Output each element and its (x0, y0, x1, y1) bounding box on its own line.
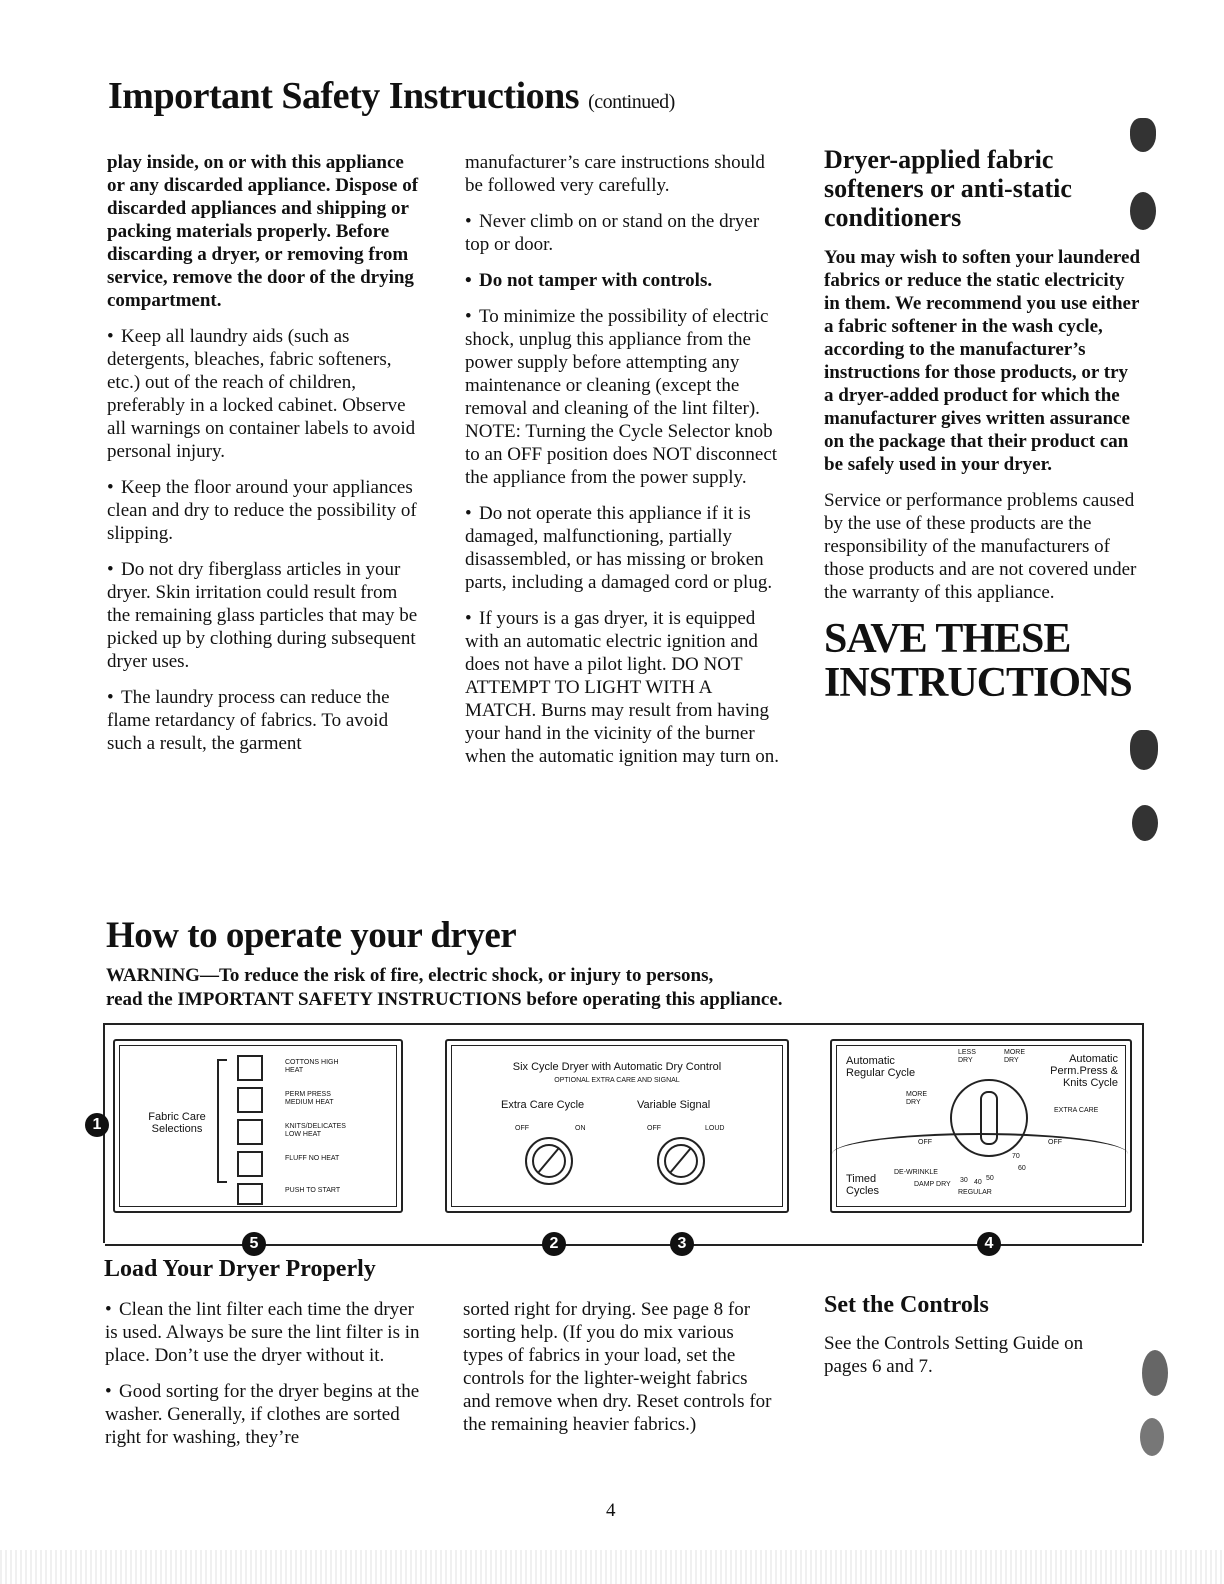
binder-hole-icon (1132, 805, 1158, 841)
cottons-button[interactable] (237, 1055, 263, 1081)
safety-bullet (465, 305, 785, 489)
responsibility-paragraph: Service or performance problems caused by the use of these products are the responsibility of the manufacturers of those products and are not covered under the warranty of this appliance. (824, 490, 1137, 603)
less-dry-label: LESS DRY (958, 1049, 976, 1064)
dry-control-panel (445, 1039, 789, 1213)
off-label: OFF (918, 1139, 932, 1146)
bullet-icon: • (107, 326, 114, 347)
safety-bullet-text: Do not dry fiberglass articles in your dryer. Skin irritation could result from the remaining glass particles that may be picked up by clothing during subsequent dryer uses. (107, 559, 418, 672)
load-bullet-text: Good sorting for the dryer begins at the washer. Generally, if clothes are sorted right for washing, they’re (105, 1381, 420, 1448)
softener-heading: Dryer-applied fabric softeners or anti-static conditioners (824, 145, 1072, 232)
bullet-icon: • (465, 306, 472, 327)
binder-hole-icon (1142, 1350, 1168, 1396)
safety-bullet (465, 607, 785, 768)
safety-bullet (107, 325, 425, 463)
controls-heading: Set the Controls (824, 1292, 989, 1318)
warning-line-1: WARNING—To reduce the risk of fire, electric shock, or injury to persons, (106, 965, 714, 986)
bullet-icon: • (107, 477, 114, 498)
control-panel-illustration (92, 1023, 1144, 1252)
safety-bullet-text: Keep all laundry aids (such as detergents, bleaches, fabric softeners, etc.) out of the reach of children, preferably in a locked cabinet. Observe all warnings on container labels to avoid personal injury. (107, 326, 416, 462)
cycle-selector-knob[interactable] (950, 1079, 1028, 1157)
time-60: 60 (1018, 1165, 1026, 1172)
page-number: 4 (606, 1500, 616, 1521)
page-title-text: Important Safety Instructions (108, 75, 580, 117)
regular-label: REGULAR (958, 1189, 992, 1196)
bullet-icon: • (465, 503, 472, 524)
knob-grip (980, 1091, 998, 1145)
binder-hole-icon (1140, 1418, 1164, 1456)
safety-paragraph: play inside, on or with this appliance or any discarded appliance. Dispose of discarded appliances and shipping or packing materials properly. Before discarding a dryer, or removing from service, remove the door of the drying compartment. (107, 152, 419, 311)
perm-press-label: PERM PRESS MEDIUM HEAT (285, 1091, 334, 1106)
safety-bullet-text: Do not tamper with controls. (479, 270, 713, 291)
safety-bullet-text: If yours is a gas dryer, it is equipped with an automatic electric ignition and does not have a pilot light. DO NOT ATTEMPT TO LIGHT WITH A MATCH. Burns may result from having your hand in the vicinity of the burner when the automatic ignition may turn on. (465, 608, 779, 767)
bullet-icon: • (465, 270, 472, 291)
callout-5: 5 (242, 1232, 266, 1256)
binder-hole-icon (1130, 730, 1158, 770)
knits-label: KNITS/DELICATES LOW HEAT (285, 1123, 346, 1138)
warning-line-2: read the IMPORTANT SAFETY INSTRUCTIONS before operating this appliance. (106, 989, 783, 1010)
callout-1: 1 (85, 1113, 109, 1137)
callout-4: 4 (977, 1232, 1001, 1256)
bracket (217, 1059, 227, 1183)
bullet-icon: • (465, 608, 472, 629)
timed-cycles-label: Timed Cycles (846, 1173, 880, 1197)
load-bullet (105, 1380, 425, 1449)
off-label: OFF (515, 1125, 529, 1132)
callout-3: 3 (670, 1232, 694, 1256)
warning-text (106, 964, 906, 1012)
safety-bullet-text: Never climb on or stand on the dryer top or door. (465, 211, 760, 255)
safety-bullet-text: Do not operate this appliance if it is damaged, malfunctioning, partially disassembled, or has missing or broken parts, including a damaged cord or plug. (465, 503, 773, 593)
safety-bullet (465, 502, 785, 594)
bullet-icon: • (105, 1381, 112, 1402)
dewrinkle-label: DE-WRINKLE (894, 1169, 938, 1176)
cottons-label: COTTONS HIGH HEAT (285, 1059, 339, 1074)
cycle-selector-panel (830, 1039, 1132, 1213)
binder-hole-icon (1130, 118, 1156, 152)
scan-artifact (0, 1550, 1224, 1584)
time-70: 70 (1012, 1153, 1020, 1160)
push-to-start-label: PUSH TO START (285, 1187, 341, 1194)
load-bullet (105, 1298, 425, 1367)
safety-column-2 (465, 151, 785, 781)
load-bullet-text: Clean the lint filter each time the dryer is used. Always be sure the lint filter is in place. Don’t use the dryer without it. (105, 1299, 420, 1366)
damp-dry-label: DAMP DRY (914, 1181, 951, 1188)
off-label: OFF (647, 1125, 661, 1132)
time-50: 50 (986, 1175, 994, 1182)
perm-press-button[interactable] (237, 1087, 263, 1113)
page-title (108, 74, 675, 118)
callout-2: 2 (542, 1232, 566, 1256)
auto-perm-label: Automatic Perm.Press & Knits Cycle (1050, 1053, 1118, 1089)
softener-paragraph: You may wish to soften your laundered fabrics or reduce the static electricity in them. We recommend you use either a fabric softener in the wash cycle, according to the manufacturer’s instructions for those products, or try a dryer-added product for which the manufacturer gives written assurance on the package that their product can be safely used in your dryer. (824, 247, 1141, 475)
safety-bullet-text: The laundry process can reduce the flame retardancy of fabrics. To avoid such a result, the garment (107, 687, 390, 754)
safety-bullet (107, 558, 425, 673)
safety-bullet-text: Keep the floor around your appliances clean and dry to reduce the possibility of slipping. (107, 477, 417, 544)
load-heading: Load Your Dryer Properly (104, 1256, 376, 1282)
bullet-icon: • (107, 687, 114, 708)
load-column-2 (463, 1298, 773, 1449)
safety-column-3 (824, 145, 1140, 705)
time-40: 40 (974, 1179, 982, 1186)
push-to-start-button[interactable] (237, 1183, 263, 1205)
more-dry-label: MORE DRY (906, 1091, 927, 1106)
auto-regular-label: Automatic Regular Cycle (846, 1055, 916, 1079)
safety-bullet (107, 686, 425, 755)
signal-knob[interactable] (657, 1137, 705, 1185)
extra-care-small-label: EXTRA CARE (1054, 1107, 1099, 1114)
bullet-icon: • (107, 559, 114, 580)
knits-button[interactable] (237, 1119, 263, 1145)
time-30: 30 (960, 1177, 968, 1184)
safety-bullet (465, 269, 785, 292)
off-label: OFF (1048, 1139, 1062, 1146)
safety-bullet (107, 476, 425, 545)
loud-label: LOUD (705, 1125, 725, 1132)
extra-care-label: Extra Care Cycle (501, 1099, 585, 1111)
fabric-care-panel (113, 1039, 403, 1213)
fluff-button[interactable] (237, 1151, 263, 1177)
variable-signal-label: Variable Signal (637, 1099, 711, 1111)
continued-label: (continued) (588, 91, 675, 113)
safety-column-1 (107, 151, 425, 768)
load-column-1 (105, 1298, 425, 1462)
fluff-label: FLUFF NO HEAT (285, 1155, 340, 1162)
binder-hole-icon (1130, 192, 1156, 230)
bullet-icon: • (465, 211, 472, 232)
save-instructions-heading: SAVE THESE INSTRUCTIONS (824, 616, 1132, 706)
extra-care-knob[interactable] (525, 1137, 573, 1185)
safety-bullet (465, 210, 785, 256)
load-paragraph: sorted right for drying. See page 8 for sorting help. (If you do mix various types of fabrics in your load, set the controls for the lighter-weight fabrics and remove when dry. Reset controls for the remaining heavier fabrics.) (463, 1299, 772, 1435)
safety-paragraph: manufacturer’s care instructions should be followed very carefully. (465, 152, 765, 196)
fabric-care-label: Fabric Care Selections (148, 1111, 206, 1135)
section-title-operate: How to operate your dryer (106, 915, 517, 956)
controls-paragraph: See the Controls Setting Guide on pages 6 and 7. (824, 1333, 1084, 1377)
safety-bullet-text: To minimize the possibility of electric shock, unplug this appliance from the power supply before attempting any maintenance or cleaning (except the removal and cleaning of the lint filter). NOTE: Turning the Cycle Selector knob to an OFF position does NOT disconnect the appliance from the power supply. (465, 306, 778, 488)
center-subtitle: OPTIONAL EXTRA CARE AND SIGNAL (554, 1077, 680, 1084)
bullet-icon: • (105, 1299, 112, 1320)
more-dry-label: MORE DRY (1004, 1049, 1025, 1064)
on-label: ON (575, 1125, 586, 1132)
center-title: Six Cycle Dryer with Automatic Dry Control (512, 1061, 722, 1073)
